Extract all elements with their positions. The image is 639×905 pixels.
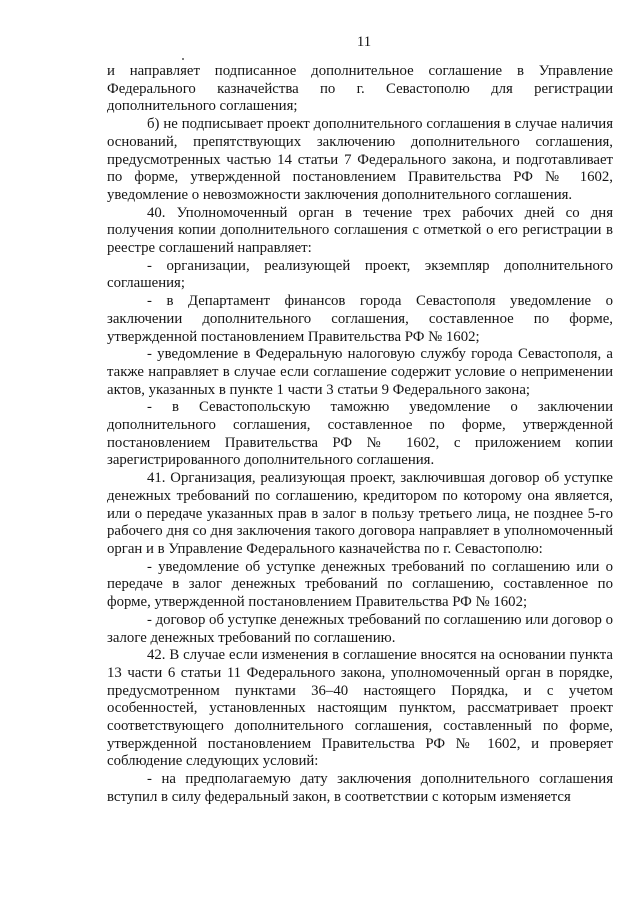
paragraph-41-dash-1: - уведомление об уступке денежных требований по соглашению или о передаче в залог денежных требований по соглашению, составленное по форме, утвержденной постановлением Правительства РФ № 1602; xyxy=(107,558,613,611)
paragraph-40: 40. Уполномоченный орган в течение трех рабочих дней со дня получения копии дополнительного соглашения с отметкой о его регистрации в реестре соглашений направляет: xyxy=(107,204,613,257)
page-number: 11 xyxy=(356,34,372,50)
paragraph-40-dash-2: - в Департамент финансов города Севастополя уведомление о заключении дополнительного соглашения, составленное по форме, утвержденной постановлением Правительства РФ № 1602; xyxy=(107,293,613,345)
paragraph-40-dash-4: - в Севастопольскую таможню уведомление о заключении дополнительного соглашения, составленное по форме, утвержденной постановлением Правительства РФ № 1602, с приложением копии зарегистрированного дополнительного соглашения. xyxy=(107,399,613,469)
paragraph-40-dash-3: - уведомление в Федеральную налоговую службу города Севастополя, а также направляет в случае если соглашение содержит условие о неприменении актов, указанных в пункте 1 части 3 статьи 9 Федерального закона; xyxy=(107,346,613,398)
paragraph-42-dash-1: - на предполагаемую дату заключения дополнительного соглашения вступил в силу федеральный закон, в соответствии с которым изменяется xyxy=(107,771,613,805)
paragraph-41-dash-2: - договор об уступке денежных требований по соглашению или договор о залоге денежных требований по соглашению. xyxy=(107,611,613,646)
paragraph-40-dash-1: - организации, реализующей проект, экземпляр дополнительного соглашения; xyxy=(107,257,613,292)
paragraph-item-b: б) не подписывает проект дополнительного соглашения в случае наличия оснований, препятствующих заключению дополнительного соглашения, предусмотренных частью 14 статьи 7 Федерального закона, и подготавливает по форме, утвержденной постановлением Правительства РФ № 1602, уведомление о невозможности заключения дополнительного соглашения. xyxy=(107,116,613,203)
paragraph-41: 41. Организация, реализующая проект, заключившая договор об уступке денежных требований по соглашению, кредитором по которому она является, или о передаче указанных прав в залог в пользу третьего лица, не позднее 5-го рабочего дня со дня заключения такого договора направляет в уполномоченный орган и в Управление Федерального казначейства по г. Севастополю: xyxy=(107,470,613,557)
paragraph-continuation: и направляет подписанное дополнительное соглашение в Управление Федерального казначейства по г. Севастополю для регистрации дополнительного соглашения; xyxy=(107,63,613,115)
scan-speck xyxy=(182,58,184,60)
paragraph-42: 42. В случае если изменения в соглашение вносятся на основании пункта 13 части 6 статьи 11 Федерального закона, уполномоченный орган в порядке, предусмотренном пунктами 36–40 настоящего Порядка, и с учетом особенностей, установленных настоящим пунктом, рассматривает проект соответствующего дополнительного соглашения, составленный по форме, утвержденной постановлением Правительства РФ № 1602, и проверяет соблюдение следующих условий: xyxy=(107,647,613,770)
